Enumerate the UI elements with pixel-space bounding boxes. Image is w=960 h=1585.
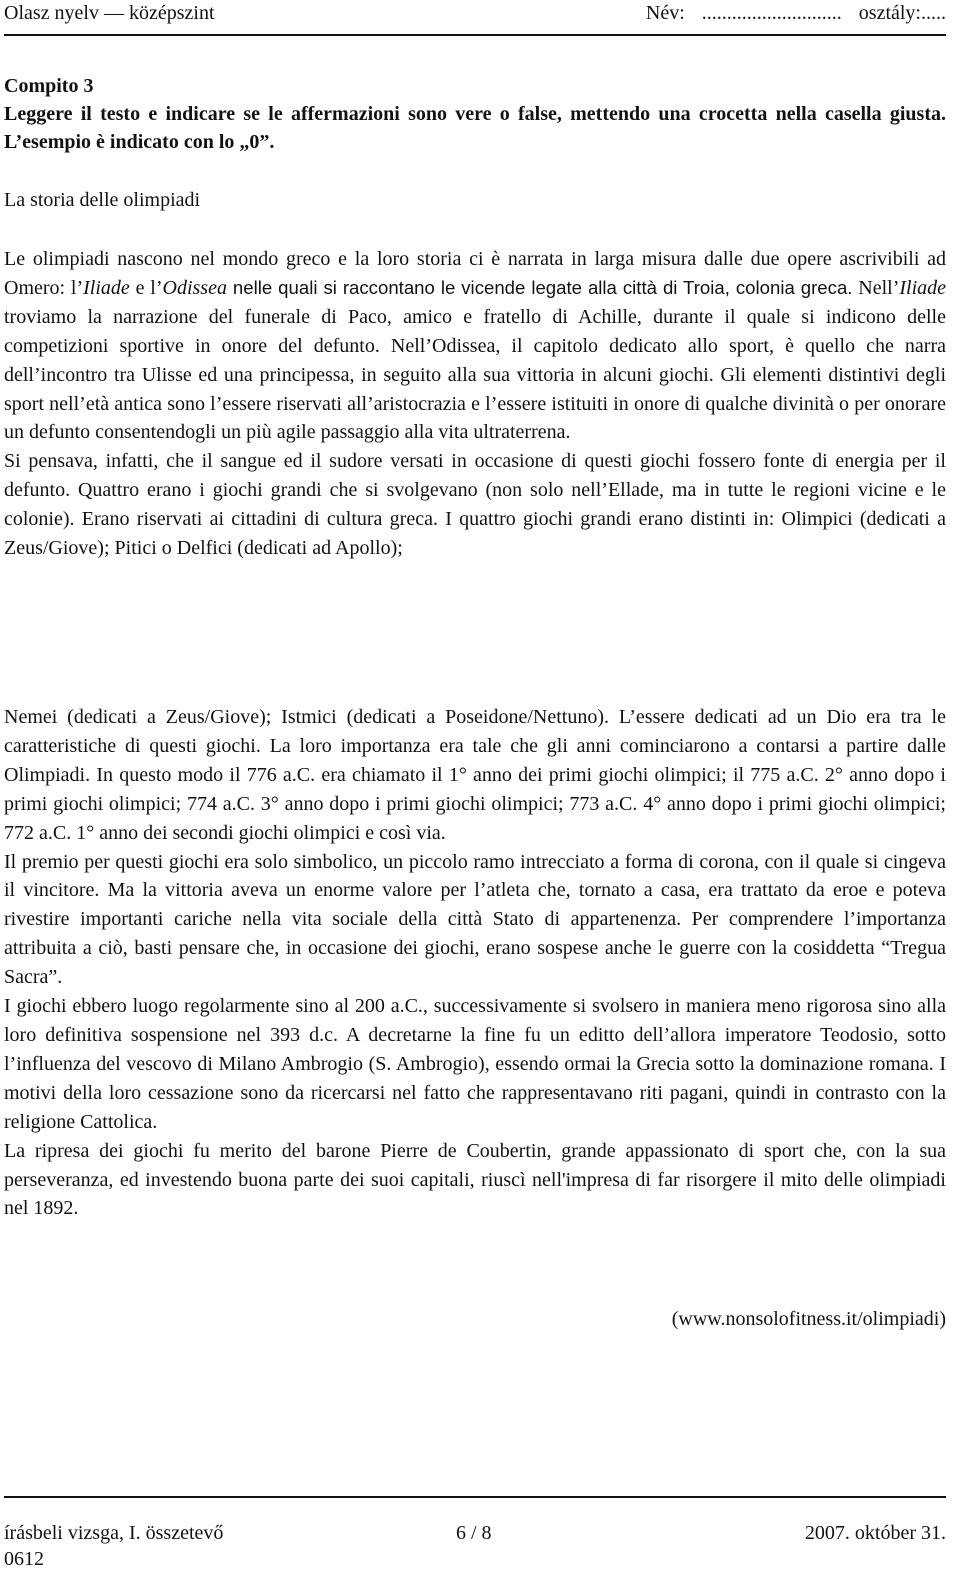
exam-date: 2007. október 31. [804,1522,946,1544]
text-part-1 [4,245,946,563]
title-odissea: Odissea [162,276,227,299]
source-citation: (www.nonsolofitness.it/olimpiadi) [671,1308,946,1330]
paragraph-fine: I giochi ebbero luogo regolarmente sino al 200 a.C., successivamente si svolsero in maniera meno rigorosa sino alla loro definitiva sospensione nel 393 d.c. A decretarne la fine fu un editto dell’allora imperatore Teodosio, sotto l’influenza del vescovo di Milano Ambrogio (S. Ambrogio), essendo ormai la Grecia sotto la dominazione romana. I motivi della loro cessazione sono da ricercarsi nel fatto che rappresentavano riti pagani, quindi in contrasto con la religione Cattolica. [4,995,946,1133]
text-run: e l’ [129,276,163,299]
paragraph-giochi: Si pensava, infatti, che il sangue ed il sudore versati in occasione di questi giochi fossero fonte di energia per il defunto. Quattro erano i giochi grandi che si svolgevano (non solo nell’Ellade, ma in tutte le regioni vicine e le colonie). Erano riservati ai cittadini di cultura greca. I quattro giochi grandi erano distinti in: Olimpici (dedicati a Zeus/Giove); Pitici o Delfici (dedicati ad Apollo); [4,450,946,560]
page-number: 6 / 8 [456,1522,492,1544]
text-run: nelle quali si raccontano le vicende legate alla città di Troia, colonia greca. [226,276,853,298]
text-part-2 [4,703,946,1223]
name-class-field: Név: ............................ osztály:..... [645,2,946,24]
task-heading [4,72,946,156]
exam-code: 0612 [4,1548,44,1570]
page-footer [4,1496,946,1578]
paragraph-nemei: Nemei (dedicati a Zeus/Giove); Istmici (dedicati a Poseidone/Nettuno). L’essere dedicati ad un Dio era tra le caratteristiche di questi giochi. La loro importanza era tale che gli anni cominciarono a contarsi a partire dalle Olimpiadi. In questo modo il 776 a.C. era chiamato il 1° anno dei primi giochi olimpici; il 775 a.C. 2° anno dopo i primi giochi olimpici; 774 a.C. 3° anno dopo i primi giochi olimpici; 773 a.C. 4° anno dopo i primi giochi olimpici; 772 a.C. 1° anno dei secondi giochi olimpici e così via. [4,706,946,844]
task-number: Compito 3 [4,75,94,97]
page-header [4,0,946,36]
subject-label: Olasz nyelv — középszint [4,2,215,24]
title-iliade: Iliade [83,276,130,299]
paragraph-intro [4,245,946,447]
paragraph-ripresa: La ripresa dei giochi fu merito del barone Pierre de Coubertin, grande appassionato di sport che, con la sua perseveranza, ed investendo buona parte dei suoi capitali, riuscì nell'impresa di far risorgere il mito delle olimpiadi nel 1892. [4,1139,946,1220]
task-instruction: Leggere il testo e indicare se le affermazioni sono vere o false, mettendo una crocetta nella casella giusta. L’esempio è indicato con lo „0”. [4,103,946,153]
text-run: Le olimpiadi nascono nel mondo greco e la loro storia ci è narrata in larga misura dalle due opere ascrivibili ad Omero: l’ [4,248,946,299]
story-title: La storia delle olimpiadi [4,189,201,211]
exam-label: írásbeli vizsga, I. összetevő [4,1522,224,1544]
text-run: Nell’ [852,276,900,299]
paragraph-premio: Il premio per questi giochi era solo simbolico, un piccolo ramo intrecciato a forma di corona, con il quale si cingeva il vincitore. Ma la vittoria aveva un enorme valore per l’atleta che, tornato a casa, era trattato da eroe e poteva rivestire importanti cariche nella vita sociale della città Stato di appartenenza. Per comprendere l’importanza attribuita a ciò, basti pensare che, in occasione dei giochi, erano sospese anche le guerre con la cosiddetta “Tregua Sacra”. [4,850,946,989]
title-iliade: Iliade [899,276,947,299]
text-run: troviamo la narrazione del funerale di Paco, amico e fratello di Achille, durante il quale si indicono delle competizioni sportive in onore del defunto. Nell’Odissea, il capitolo dedicato allo sport, è quello che narra dell’incontro tra Ulisse ed una principessa, in seguito alla sua vittoria in alcuni giochi. Gli elementi distintivi degli sport nell’età antica sono l’essere riservati all’aristocrazia e l’essere istituiti in onore di qualche divinità o per onorare un defunto consentendogli un più agile passaggio alla vita ultraterrena. [4,305,946,444]
